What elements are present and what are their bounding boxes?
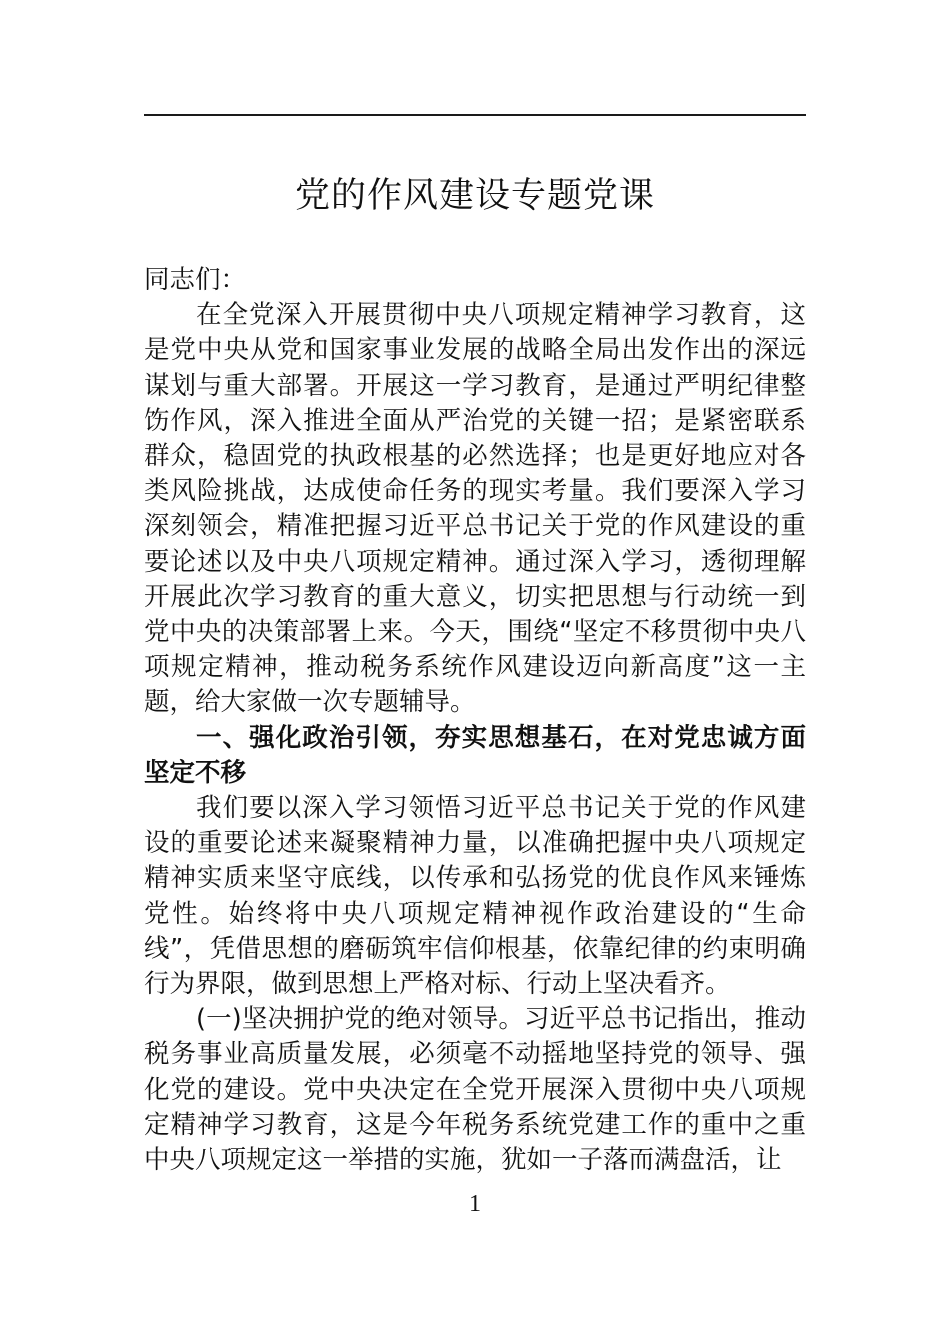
page-number: 1 (469, 1191, 481, 1217)
salutation: 同志们： (144, 265, 247, 295)
document-body (144, 263, 806, 1178)
paragraph-subsection-1: (一)坚决拥护党的绝对领导。习近平总书记指出，推动税务事业高质量发展，必须毫不动摇地坚持党的领导、强化党的建设。党中央决定在全党开展深入贯彻中央八项规定精神学习教育，这是今年税务系统党建工作的重中之重中央八项规定这一举措的实施，犹如一子落而满盘活，让 (144, 1004, 806, 1176)
section-heading-1: 一、强化政治引领，夯实思想基石，在对党忠诚方面坚定不移 (144, 722, 806, 788)
header-rule (144, 114, 806, 116)
document-title: 党的作风建设专题党课 (294, 176, 655, 216)
paragraph-section-1: 我们要以深入学习领悟习近平总书记关于党的作风建设的重要论述来凝聚精神力量，以准确把握中央八项规定精神实质来坚守底线，以传承和弘扬党的优良作风来锤炼党性。始终将中央八项规定精神视作政治建设的“生命线”，凭借思想的磨砺筑牢信仰根基，依靠纪律的约束明确行为界限，做到思想上严格对标、行动上坚决看齐。 (144, 793, 806, 1000)
paragraph-intro: 在全党深入开展贯彻中央八项规定精神学习教育，这是党中央从党和国家事业发展的战略全局出发作出的深远谋划与重大部署。开展这一学习教育，是通过严明纪律整饬作风，深入推进全面从严治党的关键一招；是紧密联系群众，稳固党的执政根基的必然选择；也是更好地应对各类风险挑战，达成使命任务的现实考量。我们要深入学习深刻领会，精准把握习近平总书记关于党的作风建设的重要论述以及中央八项规定精神。通过深入学习，透彻理解开展此次学习教育的重大意义，切实把思想与行动统一到党中央的决策部署上来。今天，围绕“坚定不移贯彻中央八项规定精神，推动税务系统作风建设迈向新高度”这一主题，给大家做一次专题辅导。 (144, 300, 806, 718)
